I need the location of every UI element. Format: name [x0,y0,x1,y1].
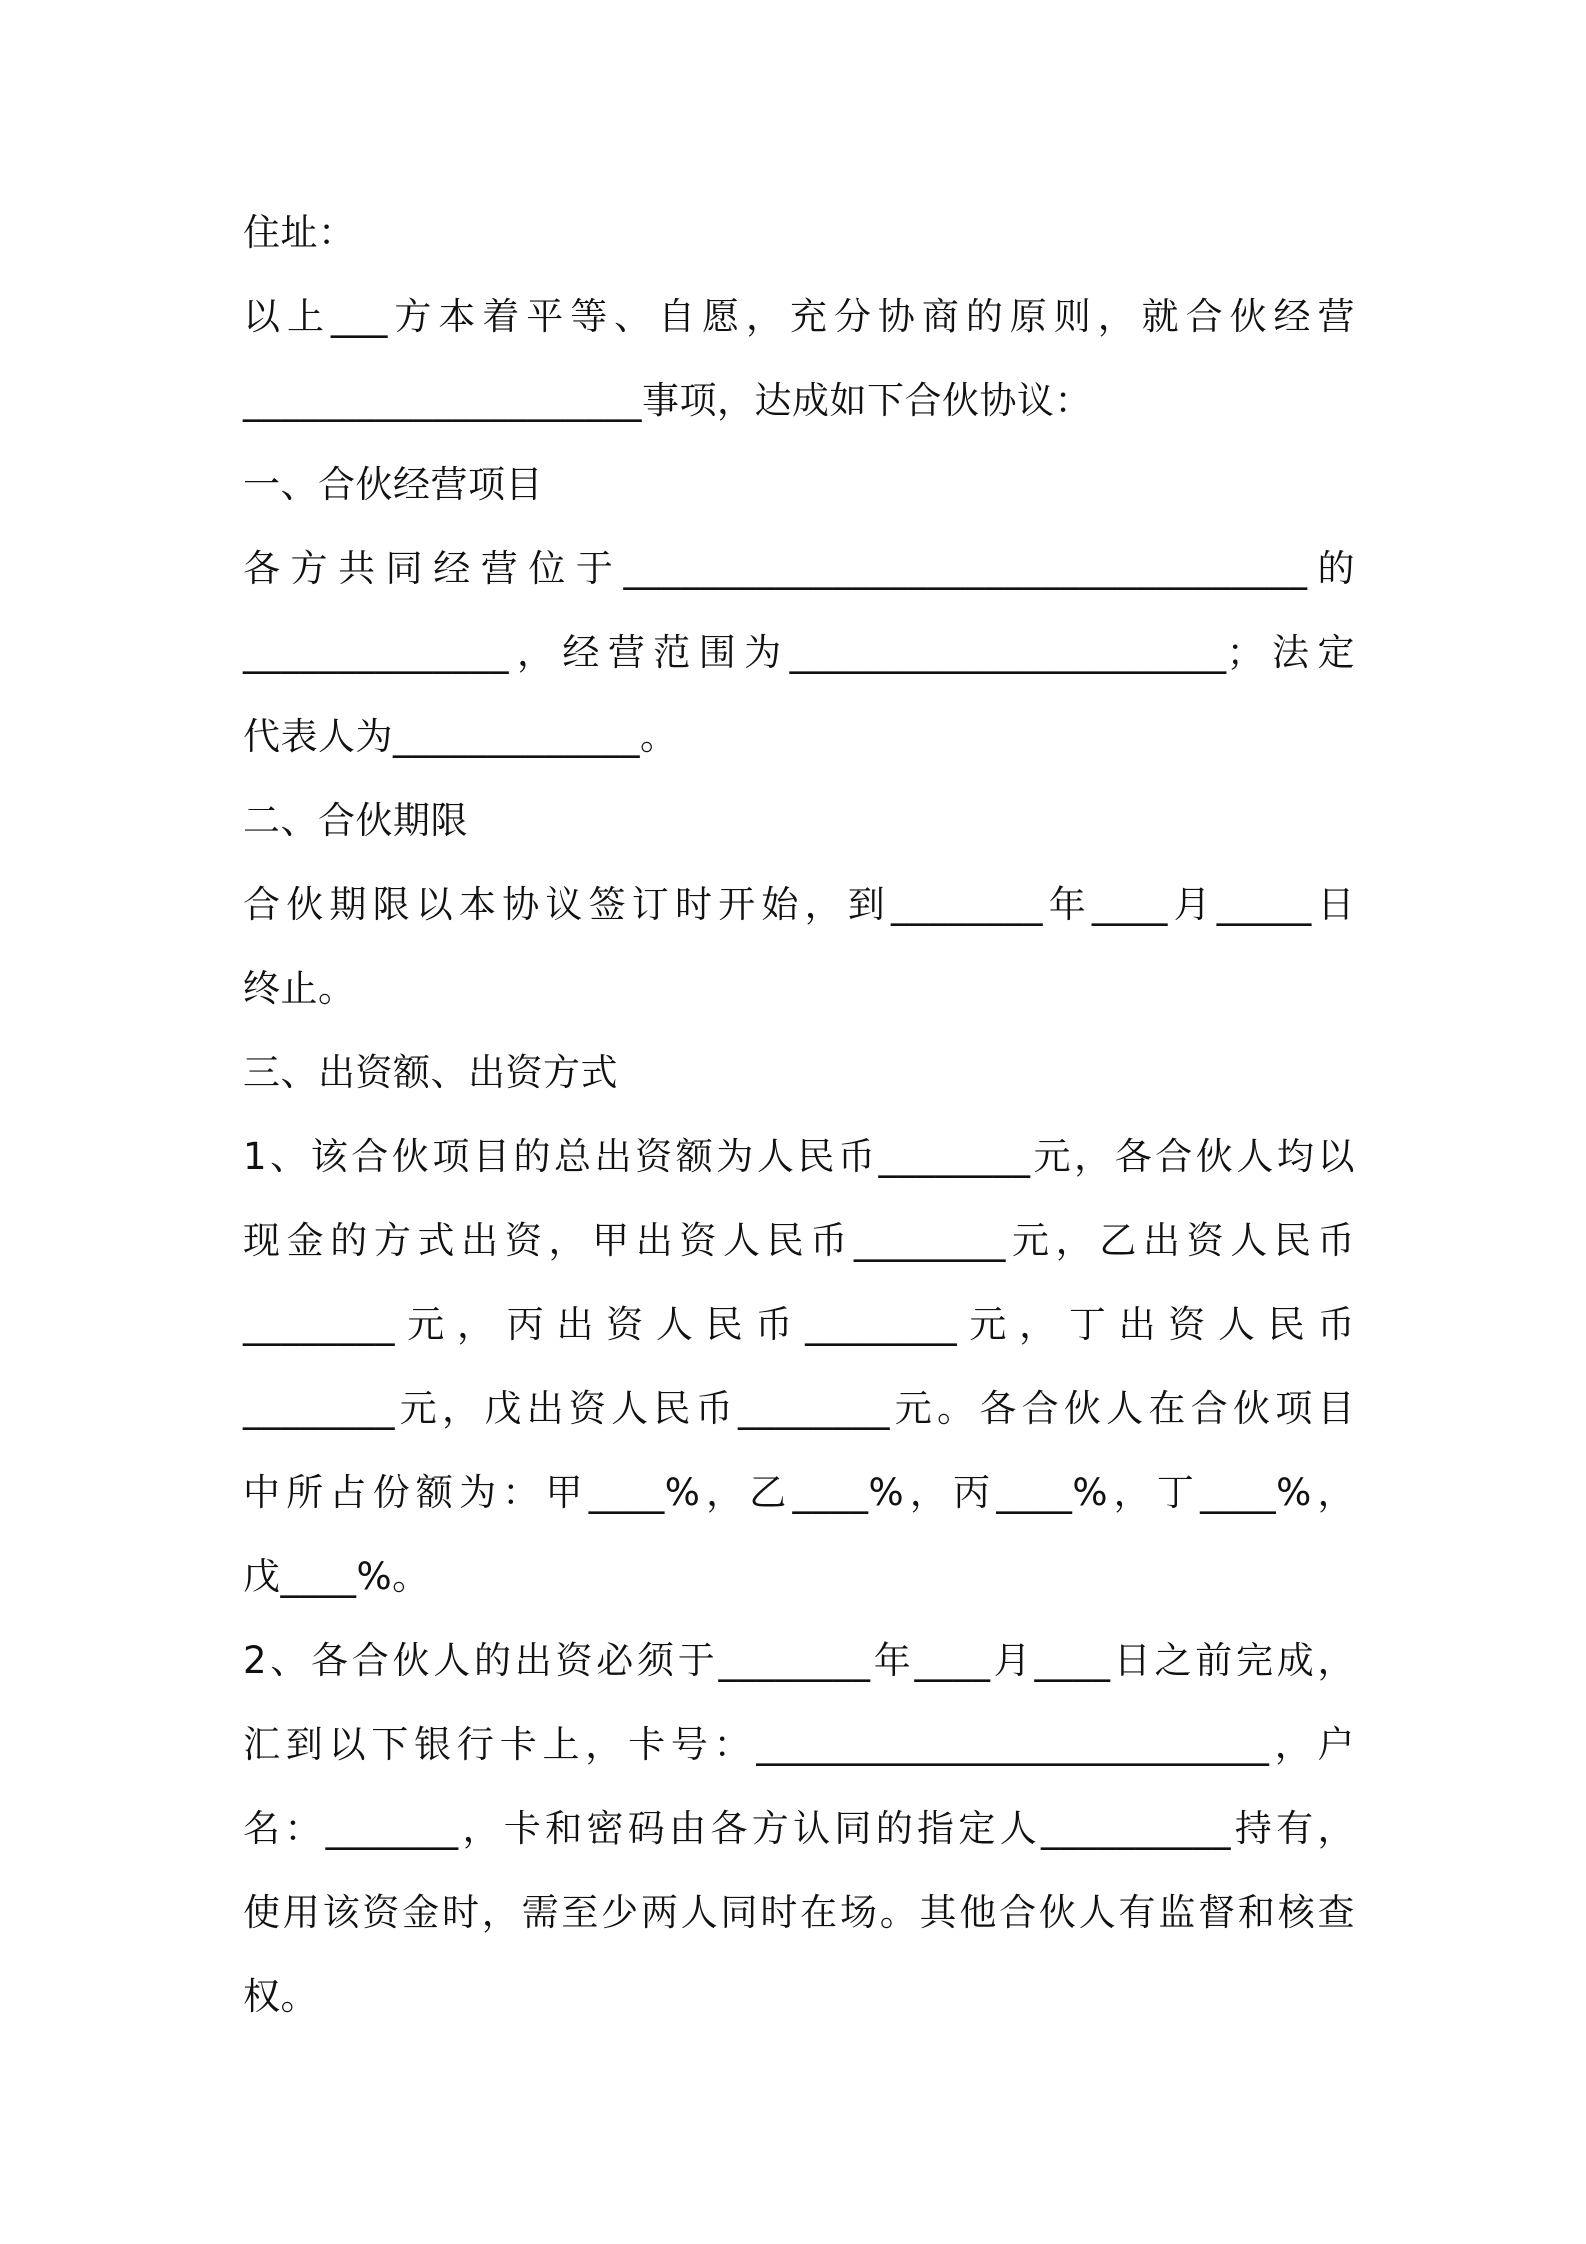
preamble-line-1: 以上___方本着平等、自愿，充分协商的原则，就合伙经营 [243,295,1355,338]
section3-p1-line-3: ________元，丙出资人民币________元，丁出资人民币 [243,1303,1355,1346]
section3-p1-line-5: 中所占份额为：甲____%，乙____%，丙____%，丁____%， [243,1471,1355,1514]
section1-line-2: ______________，经营范围为_______________________；法定 [243,631,1355,674]
section3-p2-line-4: 使用该资金时，需至少两人同时在场。其他合伙人有监督和核查 [243,1891,1355,1934]
section1-line-3: 代表人为_____________。 [243,715,678,758]
section3-p1-line-6: 戊____%。 [243,1555,430,1598]
document-page [243,200,1355,2048]
address-line: 住址： [243,211,356,254]
section3-p2-line-1: 2、各合伙人的出资必须于________年____月____日之前完成， [243,1639,1355,1682]
section-heading-2: 二、合伙期限 [243,799,468,842]
section3-p1-line-1: 1、该合伙项目的总出资额为人民币________元，各合伙人均以 [243,1135,1355,1178]
section2-line-2: 终止。 [243,967,356,1010]
section1-line-1: 各方共同经营位于____________________________________的 [243,547,1355,590]
section3-p2-line-5: 权。 [243,1975,318,2018]
preamble-line-2: _____________________事项，达成如下合伙协议： [243,379,1092,422]
section3-p1-line-4: ________元，戊出资人民币________元。各合伙人在合伙项目 [243,1387,1355,1430]
section3-p2-line-3: 名：_______，卡和密码由各方认同的指定人__________持有， [243,1807,1355,1850]
section3-p2-line-2: 汇到以下银行卡上，卡号：___________________________，户 [243,1723,1355,1766]
section2-line-1: 合伙期限以本协议签订时开始，到________年____月_____日 [243,883,1355,926]
section-heading-1: 一、合伙经营项目 [243,463,543,506]
section-heading-3: 三、出资额、出资方式 [243,1051,618,1094]
section3-p1-line-2: 现金的方式出资，甲出资人民币________元，乙出资人民币 [243,1219,1355,1262]
